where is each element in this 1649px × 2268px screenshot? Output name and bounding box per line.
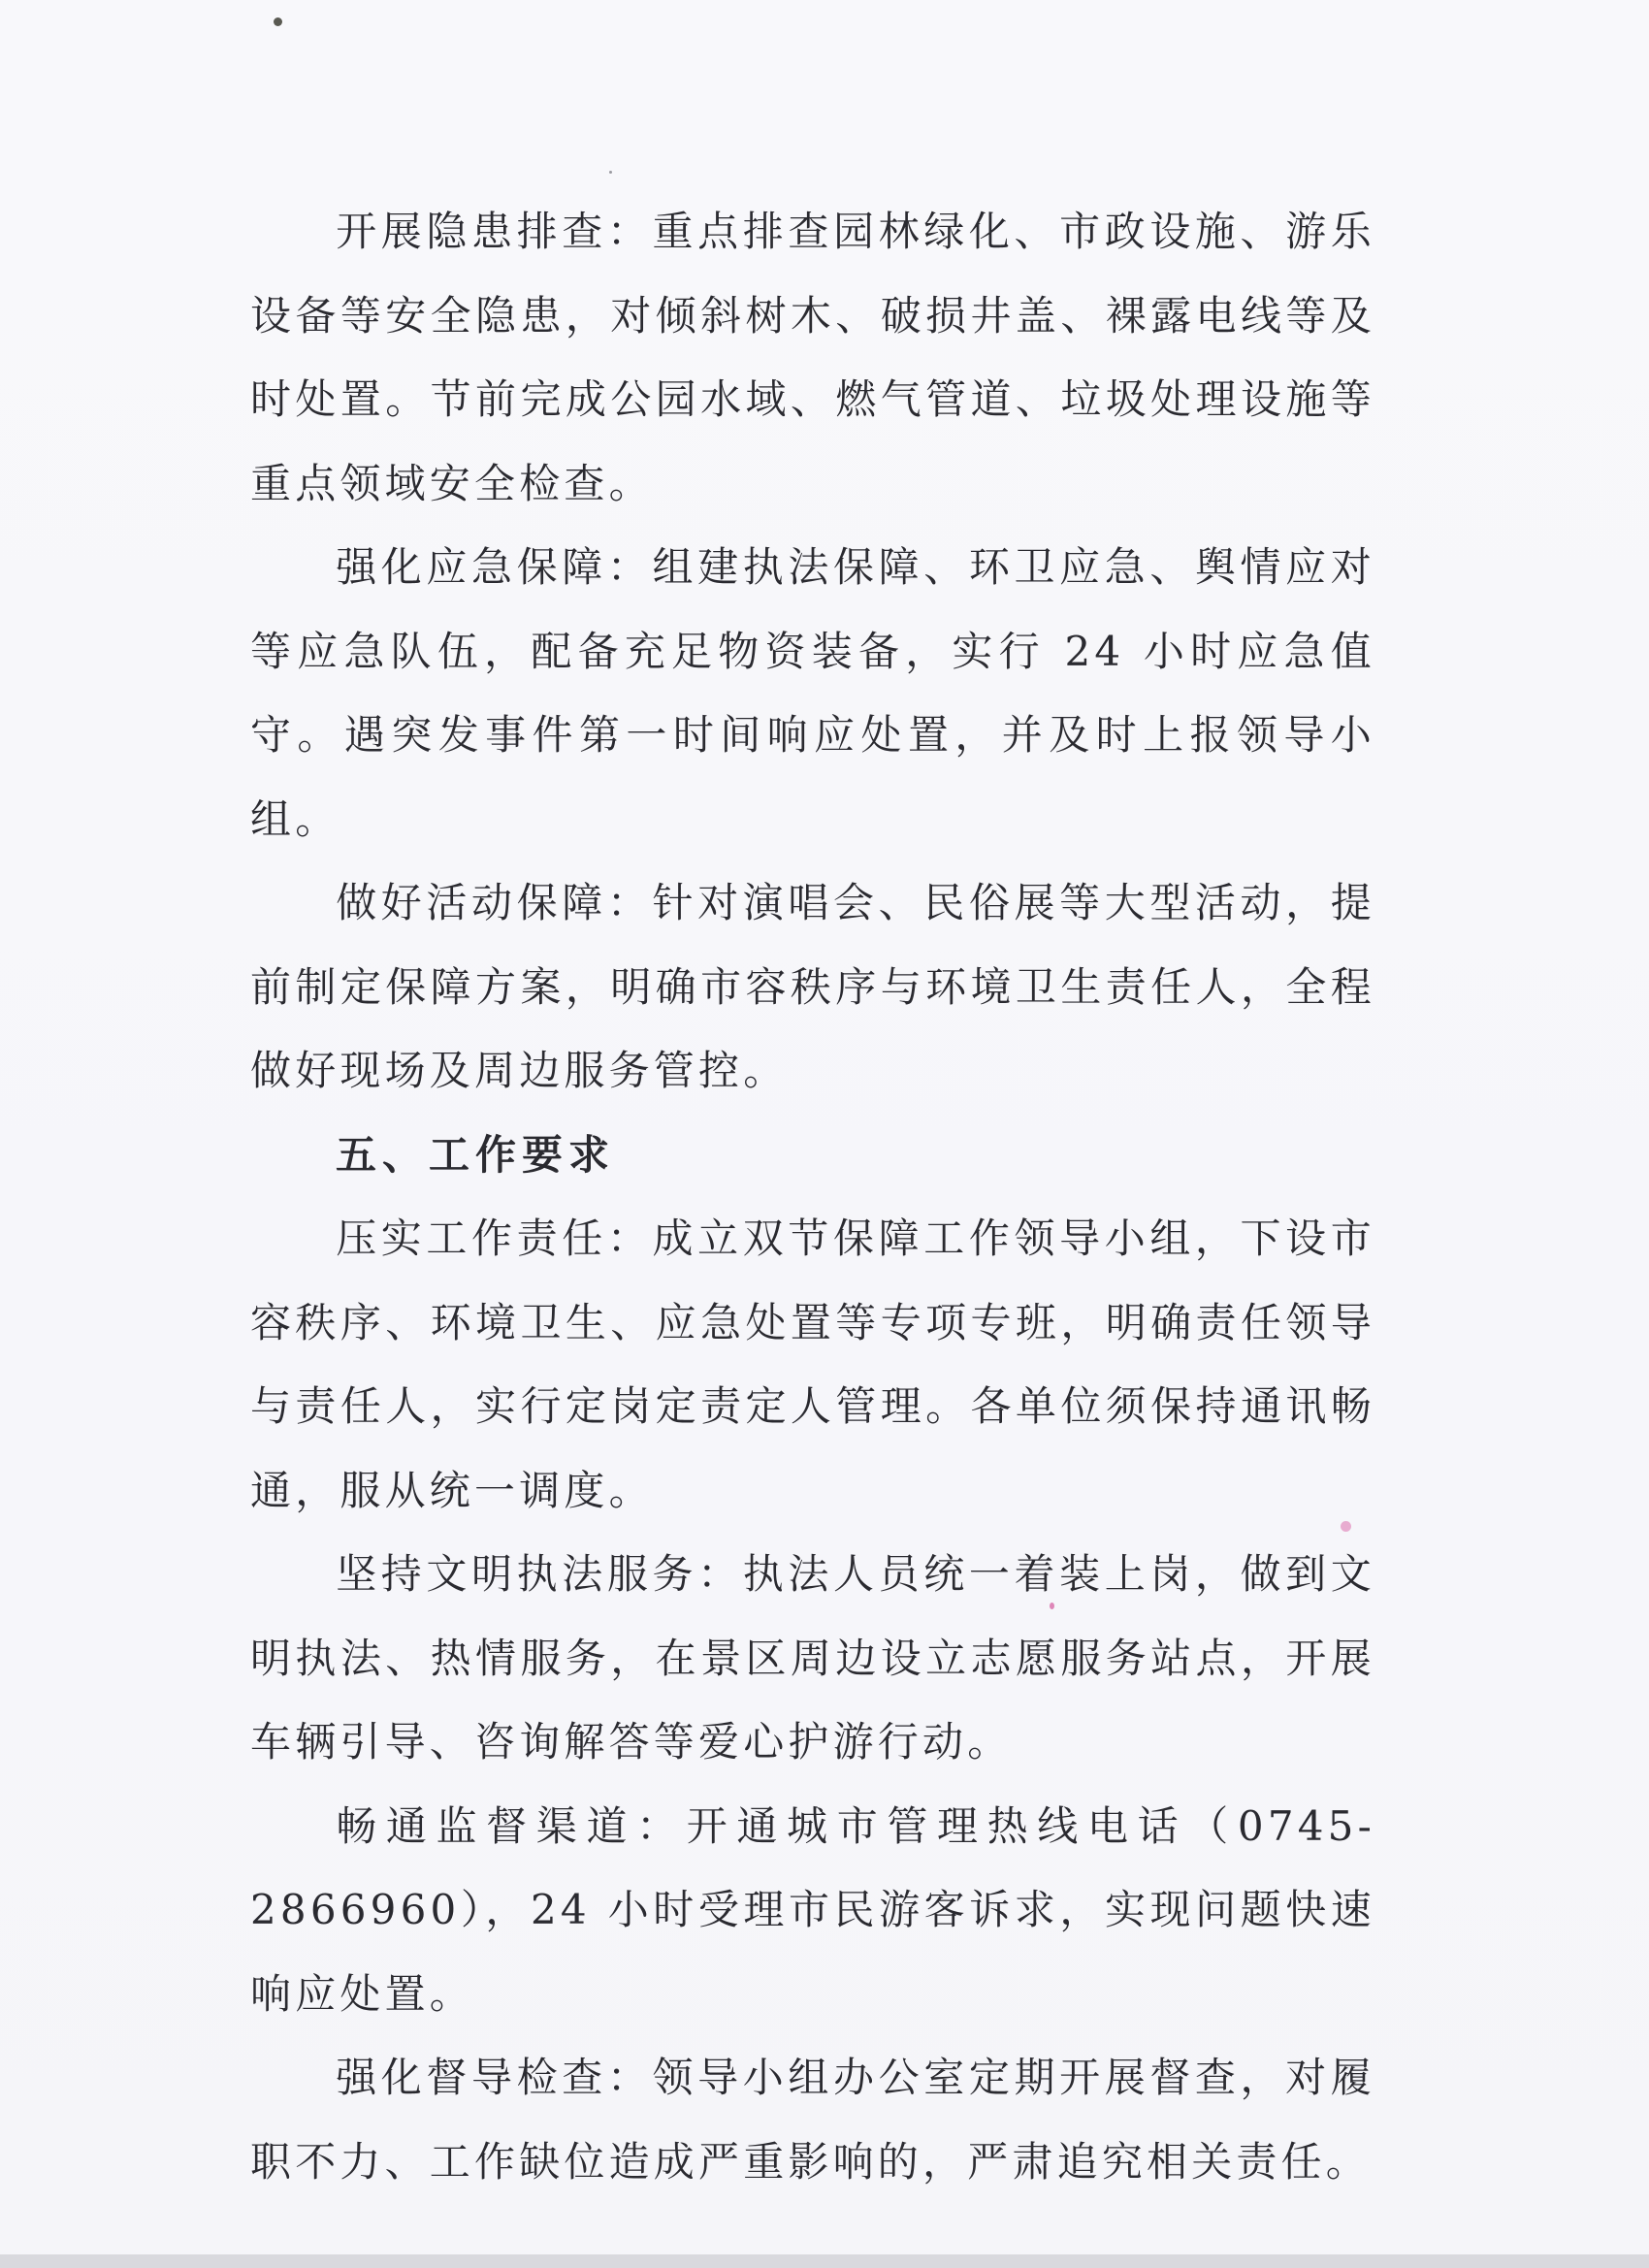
paragraph-event-support: 做好活动保障：针对演唱会、民俗展等大型活动，提前制定保障方案，明确市容秩序与环境卫生责任人，全程做好现场及周边服务管控。	[250, 879, 1375, 1094]
document-body	[250, 190, 1375, 2204]
paragraph-civilized-enforcement: 坚持文明执法服务：执法人员统一着装上岗，做到文明执法、热情服务，在景区周边设立志愿服务站点，开展车辆引导、咨询解答等爱心护游行动。	[250, 1550, 1375, 1766]
paragraph-responsibility: 压实工作责任：成立双节保障工作领导小组，下设市容秩序、环境卫生、应急处置等专项专班，明确责任领导与责任人，实行定岗定责定人管理。各单位须保持通讯畅通，服从统一调度。	[250, 1215, 1375, 1514]
paragraph-supervision-channel: 畅通监督渠道：开通城市管理热线电话（0745-2866960），24 小时受理市民游客诉求，实现问题快速响应处置。	[250, 1801, 1375, 2018]
paragraph-hazard-inspection: 开展隐患排查：重点排查园林绿化、市政设施、游乐设备等安全隐患，对倾斜树木、破损井盖、裸露电线等及时处置。节前完成公园水域、燃气管道、垃圾处理设施等重点领域安全检查。	[250, 208, 1375, 507]
scan-speck	[609, 171, 612, 174]
section-heading-work-requirements: 五、工作要求	[336, 1130, 616, 1179]
scan-speck	[274, 17, 282, 26]
paragraph-inspection: 强化督导检查：领导小组办公室定期开展督查，对履职不力、工作缺位造成严重影响的，严肃追究相关责任。	[250, 2054, 1375, 2186]
paragraph-emergency-support: 强化应急保障：组建执法保障、环卫应急、舆情应对等应急队伍，配备充足物资装备，实行 24 小时应急值守。遇突发事件第一时间响应处置，并及时上报领导小组。	[250, 543, 1375, 843]
scan-bottom-edge	[0, 2254, 1649, 2268]
